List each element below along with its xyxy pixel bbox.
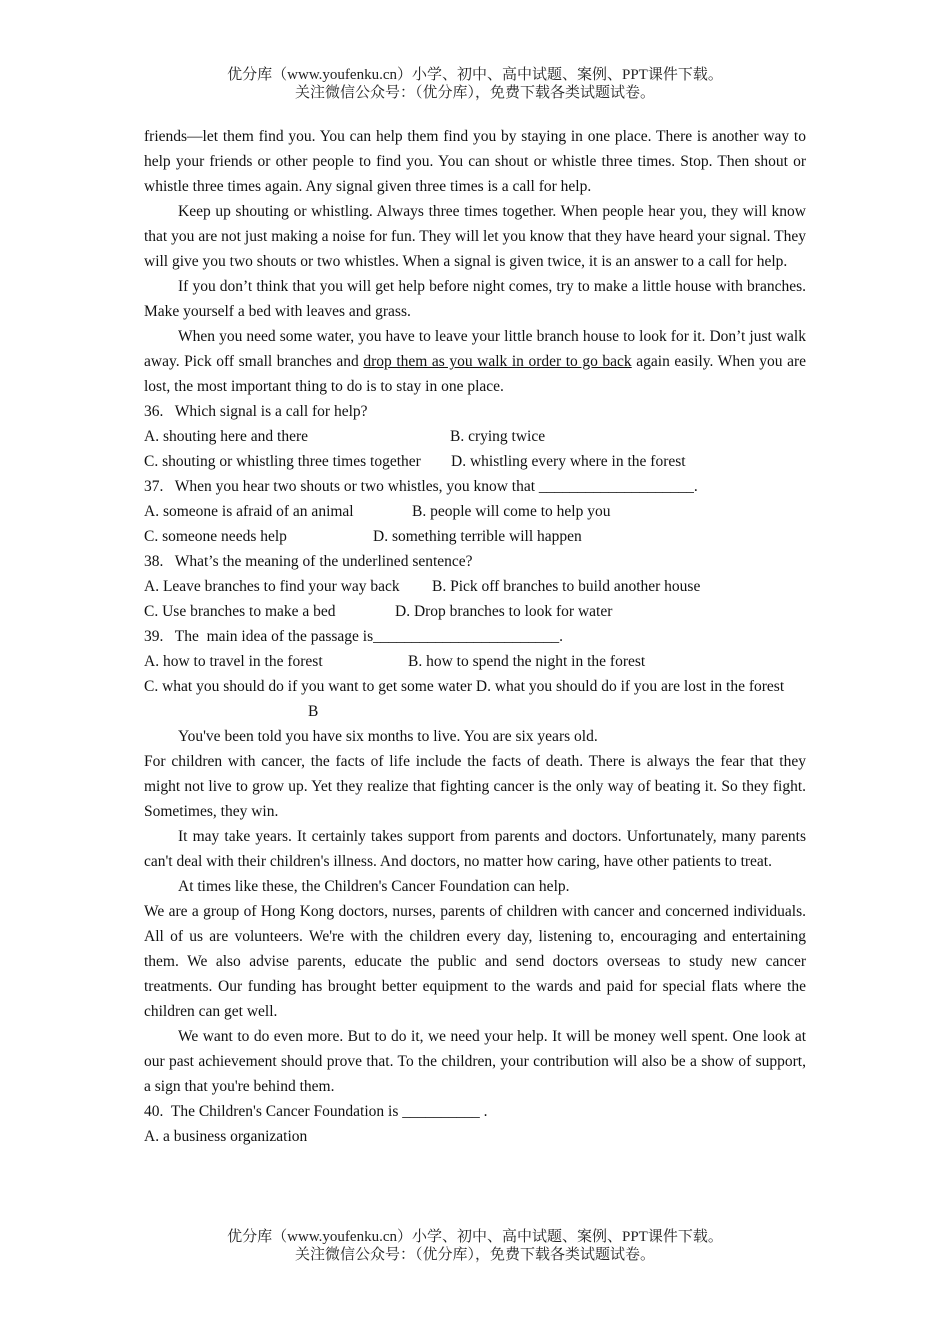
question-36-option-b: B. crying twice	[450, 428, 546, 445]
question-36-options-row-2	[144, 449, 806, 474]
footer-line-2: 关注微信公众号：（优分库），免费下载各类试题试卷。	[294, 1247, 655, 1263]
page-footer	[0, 1228, 950, 1264]
passage-a-paragraph-1: friends—let them find you. You can help them find you by staying in one place. There is another way to help your friends or other people to find you. You can shout or whistle three times. Stop. Then shout or whistle three times again. Any signal given three times is a call for help.	[144, 128, 806, 195]
question-39-option-b: B. how to spend the night in the forest	[408, 653, 646, 670]
question-38-option-c: C. Use branches to make a bed	[144, 603, 336, 620]
question-36-options-row-1	[144, 424, 806, 449]
passage-b-paragraph-2: For children with cancer, the facts of life include the facts of death. There is always the fear that they might not live to grow up. Yet they realize that fighting cancer is the only way of beating it. So they fight. Sometimes, they win.	[144, 753, 806, 820]
question-37-stem: 37. When you hear two shouts or two whistles, you know that ____________________.	[144, 478, 698, 495]
question-38-options-row-1	[144, 574, 806, 599]
question-36-stem: 36. Which signal is a call for help?	[144, 403, 368, 420]
passage-b-paragraph-5: We are a group of Hong Kong doctors, nurses, parents of children with cancer and concerned individuals. All of us are volunteers. We're with the children every day, listening to, encouraging and entertaining them. We also advise parents, educate the public and send doctors overseas to study new cancer treatments. Our funding has brought better equipment to the wards and paid for special flats where the children can get well.	[144, 903, 806, 1020]
question-36-option-d: D. whistling every where in the forest	[451, 453, 686, 470]
question-38-option-b: B. Pick off branches to build another house	[432, 578, 701, 595]
footer-line-1: 优分库（www.youfenku.cn）小学、初中、高中试题、案例、PPT课件下载。	[227, 1229, 723, 1245]
passage-b-paragraph-4: At times like these, the Children's Cancer Foundation can help.	[178, 878, 570, 895]
question-40-option-a: A. a business organization	[144, 1128, 308, 1145]
question-38-option-d: D. Drop branches to look for water	[395, 603, 613, 620]
question-39-option-a: A. how to travel in the forest	[144, 653, 323, 670]
paragraph-4-text-before: When you need some water, you have to leave your little branch house to look for it. Don’t just walk away. Pick off small branches and	[144, 328, 806, 370]
page-header	[0, 66, 950, 102]
question-39-options-row-1	[144, 649, 806, 674]
question-36-option-c: C. shouting or whistling three times together	[144, 453, 421, 470]
question-37-option-c: C. someone needs help	[144, 528, 287, 545]
question-37-option-b: B. people will come to help you	[412, 503, 611, 520]
passage-b-paragraph-6: We want to do even more. But to do it, we need your help. It will be money well spent. One look at our past achievement should prove that. To the children, your contribution will also be a show of support, a sign that you're behind them.	[144, 1028, 806, 1095]
question-37-options-row-1	[144, 499, 806, 524]
passage-b-paragraph-1: You've been told you have six months to live. You are six years old.	[178, 728, 598, 745]
question-36-option-a: A. shouting here and there	[144, 428, 308, 445]
passage-b-paragraph-3: It may take years. It certainly takes support from parents and doctors. Unfortunately, many parents can't deal with their children's illness. And doctors, no matter how caring, have other patients to treat.	[144, 828, 806, 870]
document-body	[144, 124, 806, 1149]
passage-a-paragraph-3: If you don’t think that you will get help before night comes, try to make a little house with branches. Make yourself a bed with leaves and grass.	[144, 278, 806, 320]
section-b-title: B	[308, 703, 319, 720]
underlined-sentence: drop them as you walk in order to go back	[363, 353, 632, 370]
header-line-1: 优分库（www.youfenku.cn）小学、初中、高中试题、案例、PPT课件下载。	[227, 67, 723, 83]
question-37-option-d: D. something terrible will happen	[373, 528, 582, 545]
passage-a-paragraph-2: Keep up shouting or whistling. Always three times together. When people hear you, they will know that you are not just making a noise for fun. They will let you know that they have heard your signal. They will give you two shouts or two whistles. When a signal is given twice, it is an answer to a call for help.	[144, 203, 806, 270]
question-38-stem: 38. What’s the meaning of the underlined sentence?	[144, 553, 473, 570]
question-38-options-row-2	[144, 599, 806, 624]
question-38-option-a: A. Leave branches to find your way back	[144, 578, 400, 595]
question-39-options-row-2: C. what you should do if you want to get some water D. what you should do if you are lost in the forest	[144, 678, 785, 695]
question-37-options-row-2	[144, 524, 806, 549]
question-39-stem: 39. The main idea of the passage is________________________.	[144, 628, 564, 645]
question-40-stem: 40. The Children's Cancer Foundation is __________ .	[144, 1103, 488, 1120]
passage-a-paragraph-4	[144, 324, 806, 399]
paragraph-4-text-after: again easily. When you are lost, the most important thing to do is to stay in one place.	[144, 353, 806, 395]
question-37-option-a: A. someone is afraid of an animal	[144, 503, 354, 520]
header-line-2: 关注微信公众号：（优分库），免费下载各类试题试卷。	[294, 85, 655, 101]
